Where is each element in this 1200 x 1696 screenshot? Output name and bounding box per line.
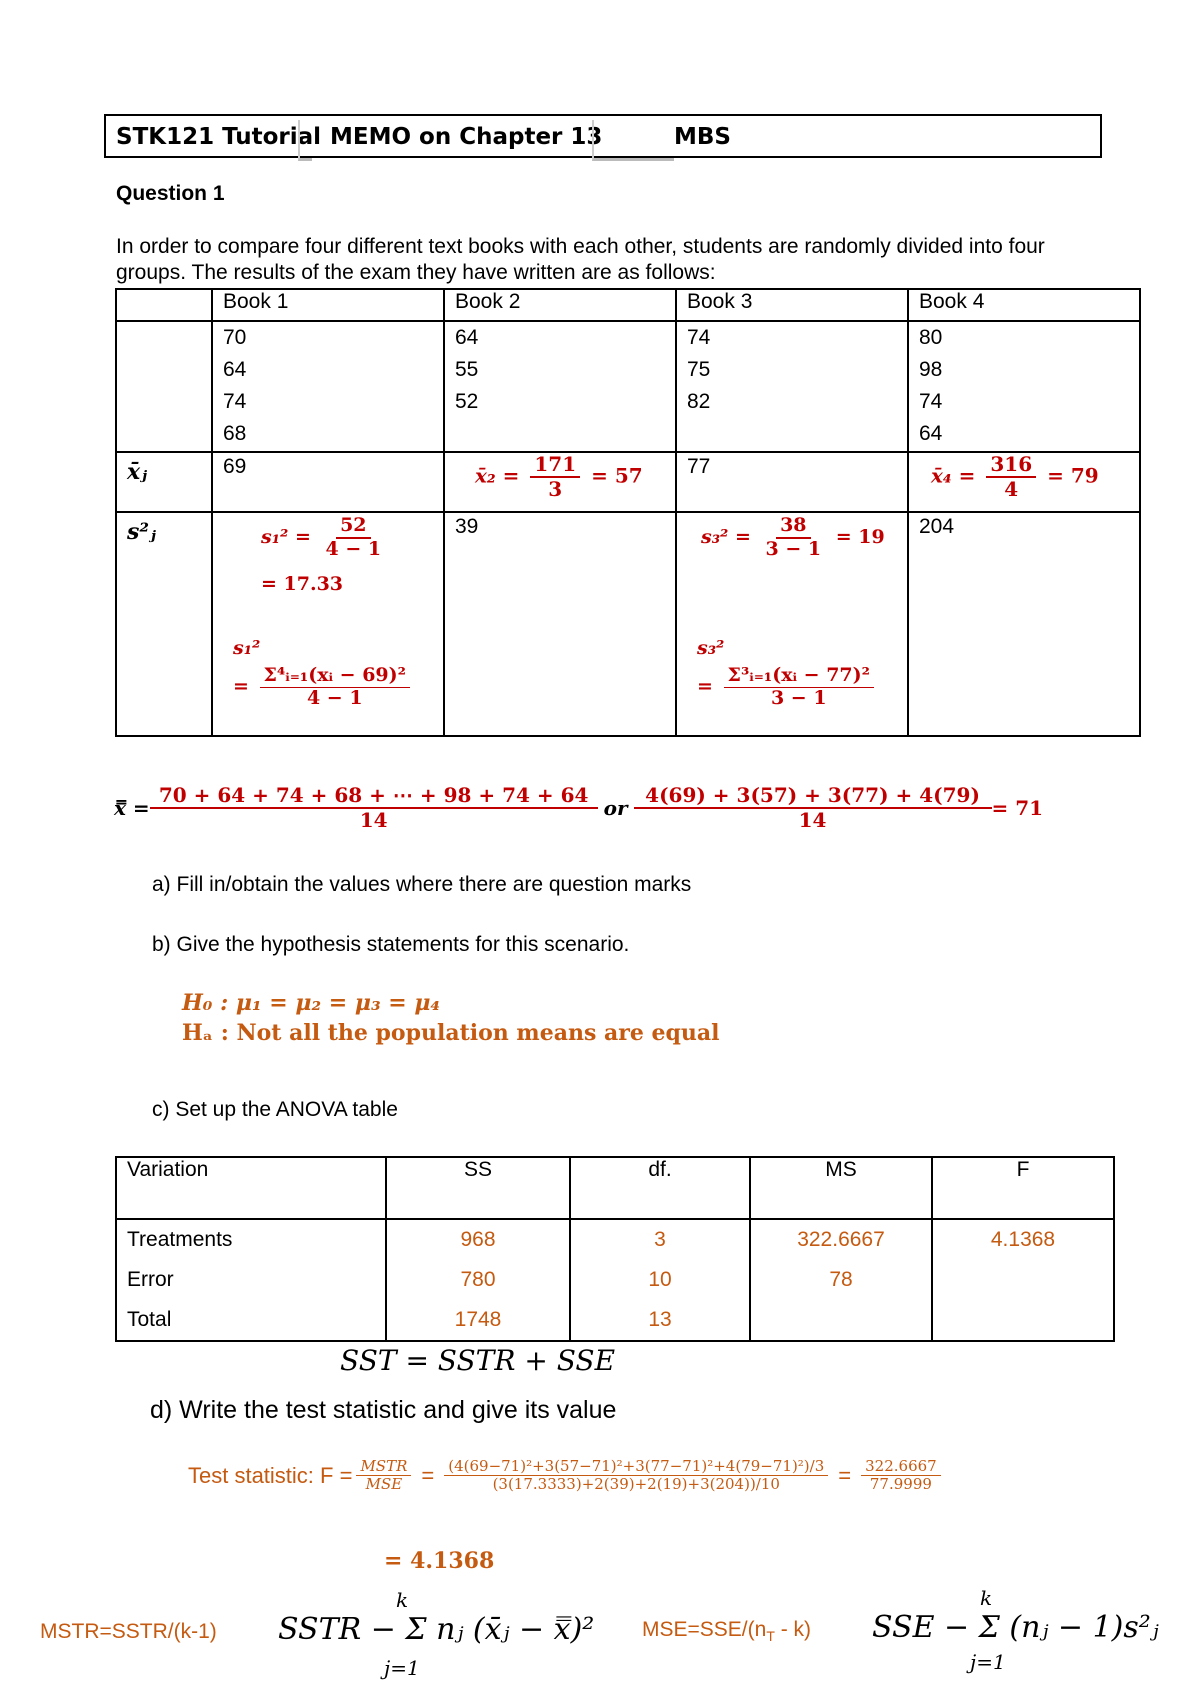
sse-sum-bottom: j=1 — [970, 1650, 1006, 1674]
anova-header: MS — [750, 1157, 932, 1219]
book4-variance: 204 — [908, 512, 1140, 736]
anova-header: df. — [570, 1157, 750, 1219]
mean-row-label: x̄ⱼ — [116, 452, 212, 512]
corner-cell — [116, 289, 212, 321]
anova-df: 3 10 13 — [570, 1219, 750, 1341]
question-title: Question 1 — [116, 182, 225, 205]
book4-mean: x̄₄ = $\frac{316}{4}$ = 79 — [908, 452, 1140, 512]
anova-ss: 968 780 1748 — [386, 1219, 570, 1341]
col-header: Book 2 — [444, 289, 676, 321]
scores-table — [115, 288, 1141, 737]
book3-mean: 77 — [676, 452, 908, 512]
sse-formula: SSE − Σ (nⱼ − 1)s²ⱼ — [872, 1610, 1159, 1645]
memo-title: MEMO on Chapter 13 — [330, 124, 603, 150]
part-d: d) Write the test statistic and give its value — [150, 1396, 617, 1424]
null-hypothesis: H₀ : μ₁ = μ₂ = μ₃ = μ₄ — [182, 990, 441, 1016]
book1-mean: 69 — [212, 452, 444, 512]
variance-row-label: s²ⱼ — [116, 512, 212, 736]
test-result: = 4.1368 — [384, 1548, 495, 1574]
sst-equation: SST = SSTR + SSE — [340, 1344, 616, 1377]
anova-header: Variation — [116, 1157, 386, 1219]
tab-marker — [592, 120, 674, 161]
sum-top-label: k — [396, 1588, 409, 1612]
book2-mean: x̄₂ = $\frac{171}{3}$ = 57 — [444, 452, 676, 512]
book2-scores: 64 55 52 — [444, 321, 676, 452]
book2-variance: 39 — [444, 512, 676, 736]
sstr-formula: SSTR − Σ nⱼ (x̄ⱼ − x̿)² — [278, 1612, 595, 1647]
grand-mean-formula: x̿ = $\frac{70 + 64 + 74 + 68 + \cdots + 98 + 74 + 64}{14}$ or $\frac{4(69) + 3(57) + 3(77) + 4(79)}{14}$ = 71 — [114, 783, 1044, 832]
part-b: b) Give the hypothesis statements for this scenario. — [152, 933, 630, 956]
anova-sources: Treatments Error Total — [116, 1219, 386, 1341]
book4-scores: 80 98 74 64 — [908, 321, 1140, 452]
book3-variance: s₃² = $\frac{38}{3 - 1}$ = 19 s₃² = $\frac{\text{Σ³ᵢ₌₁(xᵢ − 77)²}}{3 - 1}$ — [676, 512, 908, 736]
book3-scores: 74 75 82 — [676, 321, 908, 452]
course-title: STK121 Tutorial — [116, 124, 322, 150]
book1-scores: 70 64 74 68 — [212, 321, 444, 452]
question-intro: In order to compare four different text books with each other, students are randomly divided into four groups. The results of the exam they have written are as follows: — [116, 235, 1045, 284]
col-header: Book 4 — [908, 289, 1140, 321]
anova-table — [115, 1156, 1115, 1342]
sum-bottom-label: j=1 — [384, 1656, 420, 1680]
anova-ms: 322.6667 78 — [750, 1219, 932, 1341]
mse-formula: $MSE=SSE/(n_T - k)$ — [642, 1618, 812, 1645]
anova-header: SS — [386, 1157, 570, 1219]
alt-hypothesis: Hₐ : Not all the population means are equal — [182, 1020, 720, 1046]
sse-sum-top: k — [980, 1586, 993, 1610]
part-a: a) Fill in/obtain the values where there are question marks — [152, 873, 692, 896]
mstr-formula: MSTR=SSTR/(k-1) — [40, 1620, 217, 1643]
book1-variance: s₁² = $\frac{52}{4 - 1}$ = 17.33 s₁² = $\frac{\text{Σ⁴ᵢ₌₁(xᵢ − 69)²}}{4 - 1}$ — [212, 512, 444, 736]
anova-f: 4.1368 — [932, 1219, 1114, 1341]
header-box — [104, 114, 1102, 158]
test-statistic: Test statistic: F = $\frac{\text{MSTR}}{\text{MSE}}$ = $\frac{\text{(4(69−71)²+3(57−71)²+3(77−71)²+4(79−71)²)/3}}{(3(17.3333)+2(39)+2(19)+3(204))/10}$ = $\frac{322.6667}{77.9999}$ — [188, 1458, 945, 1494]
tag-label: MBS — [674, 124, 731, 150]
part-c: c) Set up the ANOVA table — [152, 1098, 398, 1121]
tab-marker — [298, 120, 312, 161]
col-header: Book 3 — [676, 289, 908, 321]
col-header: Book 1 — [212, 289, 444, 321]
anova-header: F — [932, 1157, 1114, 1219]
